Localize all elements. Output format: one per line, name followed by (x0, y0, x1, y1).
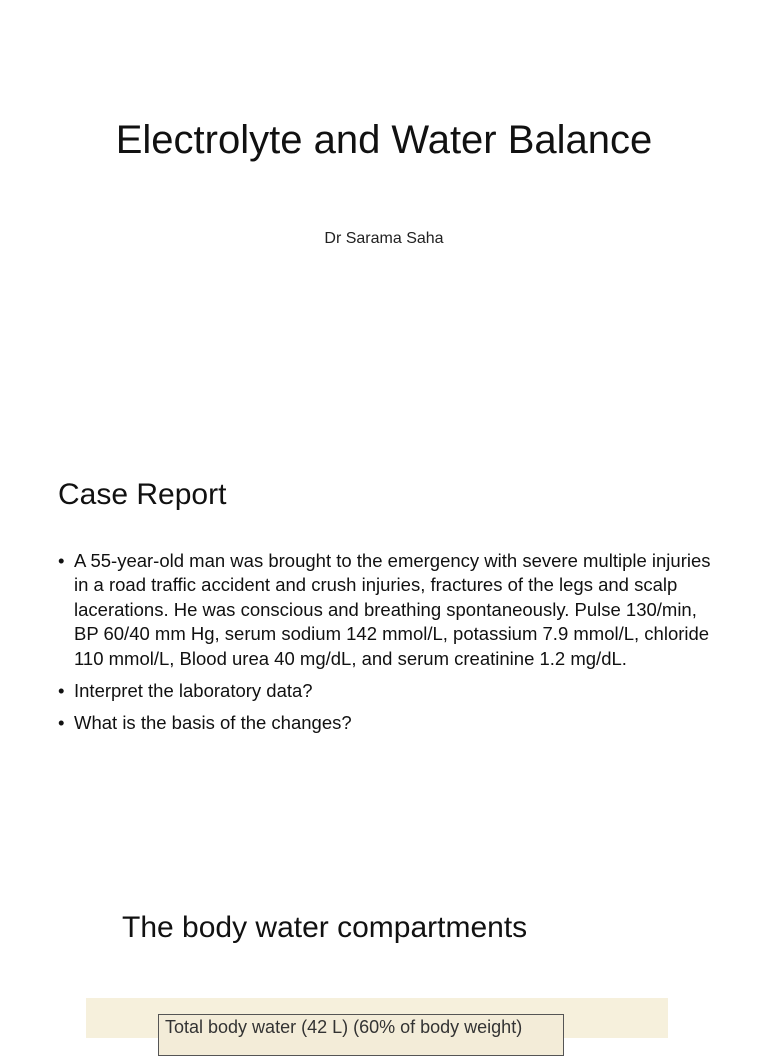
body-water-heading: The body water compartments (122, 911, 528, 944)
bullet-dot-icon: • (58, 550, 65, 571)
case-report-bullets (58, 549, 718, 744)
presentation-title: Electrolyte and Water Balance (115, 118, 653, 162)
compartment-figure (86, 998, 668, 1038)
author-name: Dr Sarama Saha (324, 230, 444, 247)
bullet-text: Interpret the laboratory data? (74, 680, 313, 702)
case-report-slide (0, 440, 768, 850)
bullet-item (58, 679, 718, 703)
bullet-text: A 55-year-old man was brought to the emergency with severe multiple injuries in a road traffic accident and crush injuries, fractures of the legs and scalp lacerations. He was conscious and breathing spontaneously. Pulse 130/min, BP 60/40 mm Hg, serum sodium 142 mmol/L, potassium 7.9 mmol/L, chloride 110 mmol/L, Blood urea 40 mg/dL, and serum creatinine 1.2 mg/dL. (74, 550, 711, 669)
case-report-heading: Case Report (58, 478, 227, 511)
body-water-slide (0, 860, 768, 1037)
figure-label-box (158, 1014, 564, 1056)
bullet-text: What is the basis of the changes? (74, 712, 352, 734)
bullet-item (58, 711, 718, 735)
title-slide (0, 0, 768, 430)
bullet-dot-icon: • (58, 680, 65, 702)
figure-caption: Total body water (42 L) (60% of body weight) (165, 1017, 523, 1037)
bullet-dot-icon: • (58, 712, 65, 734)
bullet-item (58, 549, 718, 671)
